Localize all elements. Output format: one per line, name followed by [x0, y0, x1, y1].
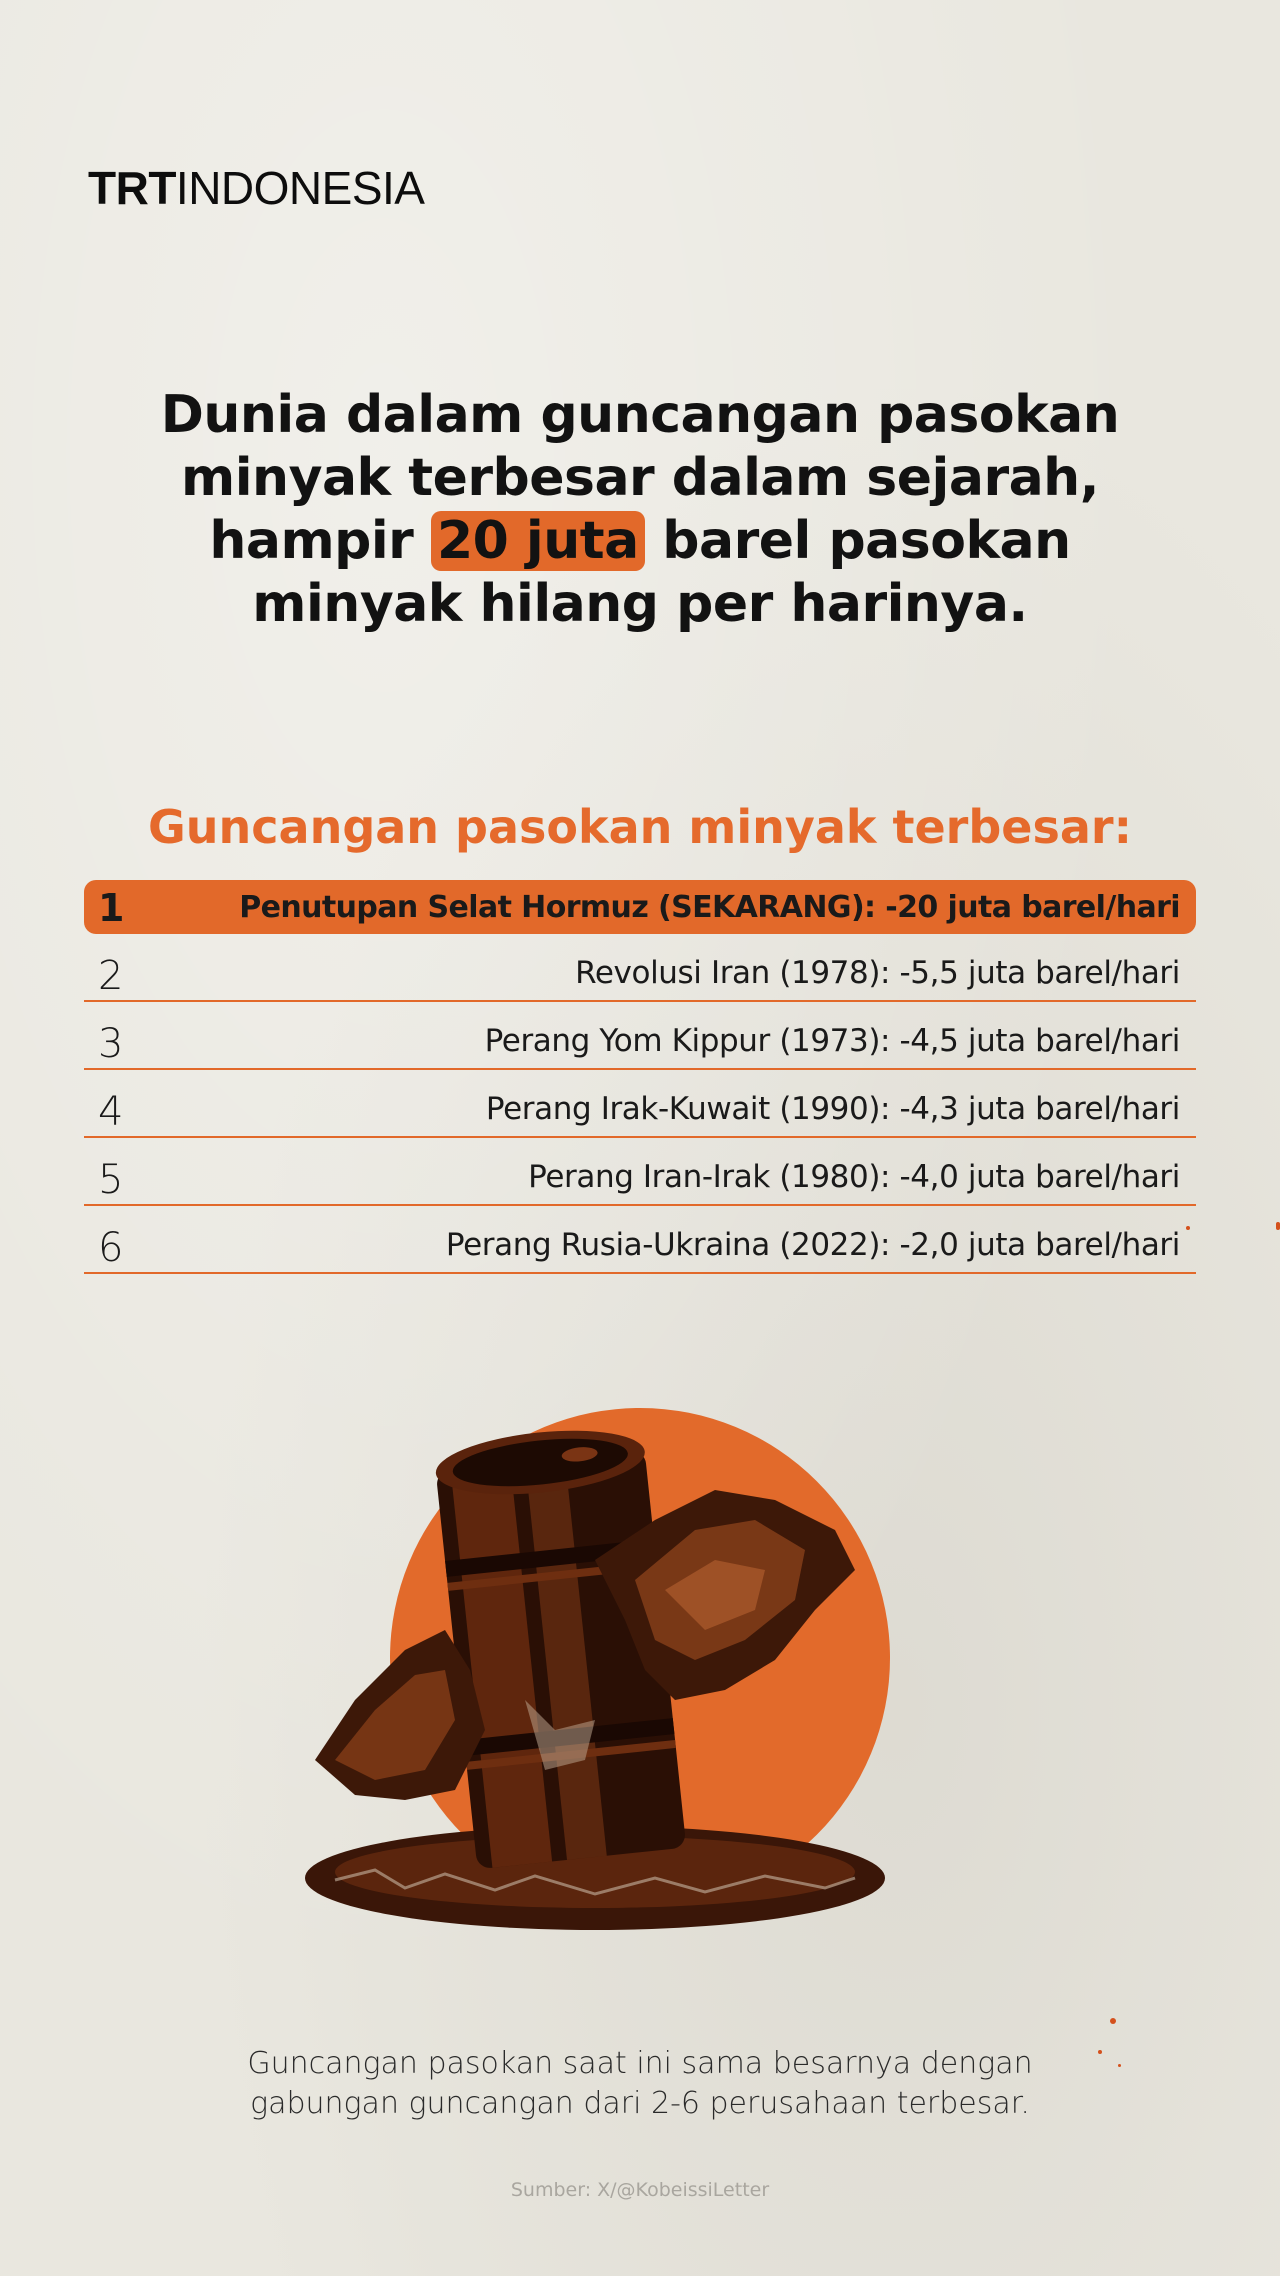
ranking-row-2: [84, 934, 1196, 1002]
rank-text: Perang Irak-Kuwait (1990): -4,3 juta barel/hari: [485, 1091, 1180, 1127]
rank-text: Perang Iran-Irak (1980): -4,0 juta barel/hari: [528, 1159, 1180, 1195]
footnote-line-2: gabungan guncangan dari 2-6 perusahaan terbesar.: [250, 2086, 1030, 2121]
logo-trt: TRT: [88, 162, 176, 214]
headline-line-1: Dunia dalam guncangan pasokan: [160, 385, 1120, 445]
ranking-list: [84, 880, 1196, 1274]
rank-number: 4: [98, 1089, 124, 1135]
rank-number: 1: [98, 886, 125, 930]
rank-number: 3: [98, 1021, 124, 1067]
footnote: [0, 2044, 1280, 2124]
rank-text: Revolusi Iran (1978): -5,5 juta barel/hari: [575, 955, 1180, 991]
headline: [100, 384, 1180, 636]
source-credit: Sumber: X/@KobeissiLetter: [510, 2179, 770, 2201]
ranking-row-1: [84, 880, 1196, 934]
footnote-line-1: Guncangan pasokan saat ini sama besarnya dengan: [247, 2046, 1033, 2081]
ranking-title: Guncangan pasokan minyak terbesar:: [148, 800, 1132, 854]
headline-line-2: minyak terbesar dalam sejarah,: [181, 448, 1099, 508]
paint-speck: [1110, 2018, 1116, 2024]
rank-number: 5: [98, 1157, 124, 1203]
rank-text: Penutupan Selat Hormuz (SEKARANG): -20 juta barel/hari: [239, 890, 1180, 925]
rank-text: Perang Rusia-Ukraina (2022): -2,0 juta barel/hari: [445, 1227, 1180, 1263]
rank-number: 6: [98, 1225, 124, 1271]
paint-speck: [1276, 1222, 1280, 1230]
headline-line-4: minyak hilang per harinya.: [252, 574, 1028, 634]
ranking-row-6: [84, 1206, 1196, 1274]
paint-speck: [1186, 1226, 1190, 1230]
headline-highlight: 20 juta: [431, 511, 645, 571]
trt-indonesia-logo: [88, 162, 424, 214]
logo-indonesia: INDONESIA: [175, 162, 425, 214]
ranking-row-4: [84, 1070, 1196, 1138]
crushed-oil-barrel-illustration: [295, 1400, 985, 1960]
headline-line-3-after: barel pasokan: [644, 511, 1071, 571]
rank-number: 2: [98, 953, 124, 999]
headline-line-3-before: hampir: [209, 511, 431, 571]
ranking-row-5: [84, 1138, 1196, 1206]
rank-text: Perang Yom Kippur (1973): -4,5 juta barel/hari: [484, 1023, 1180, 1059]
ranking-row-3: [84, 1002, 1196, 1070]
